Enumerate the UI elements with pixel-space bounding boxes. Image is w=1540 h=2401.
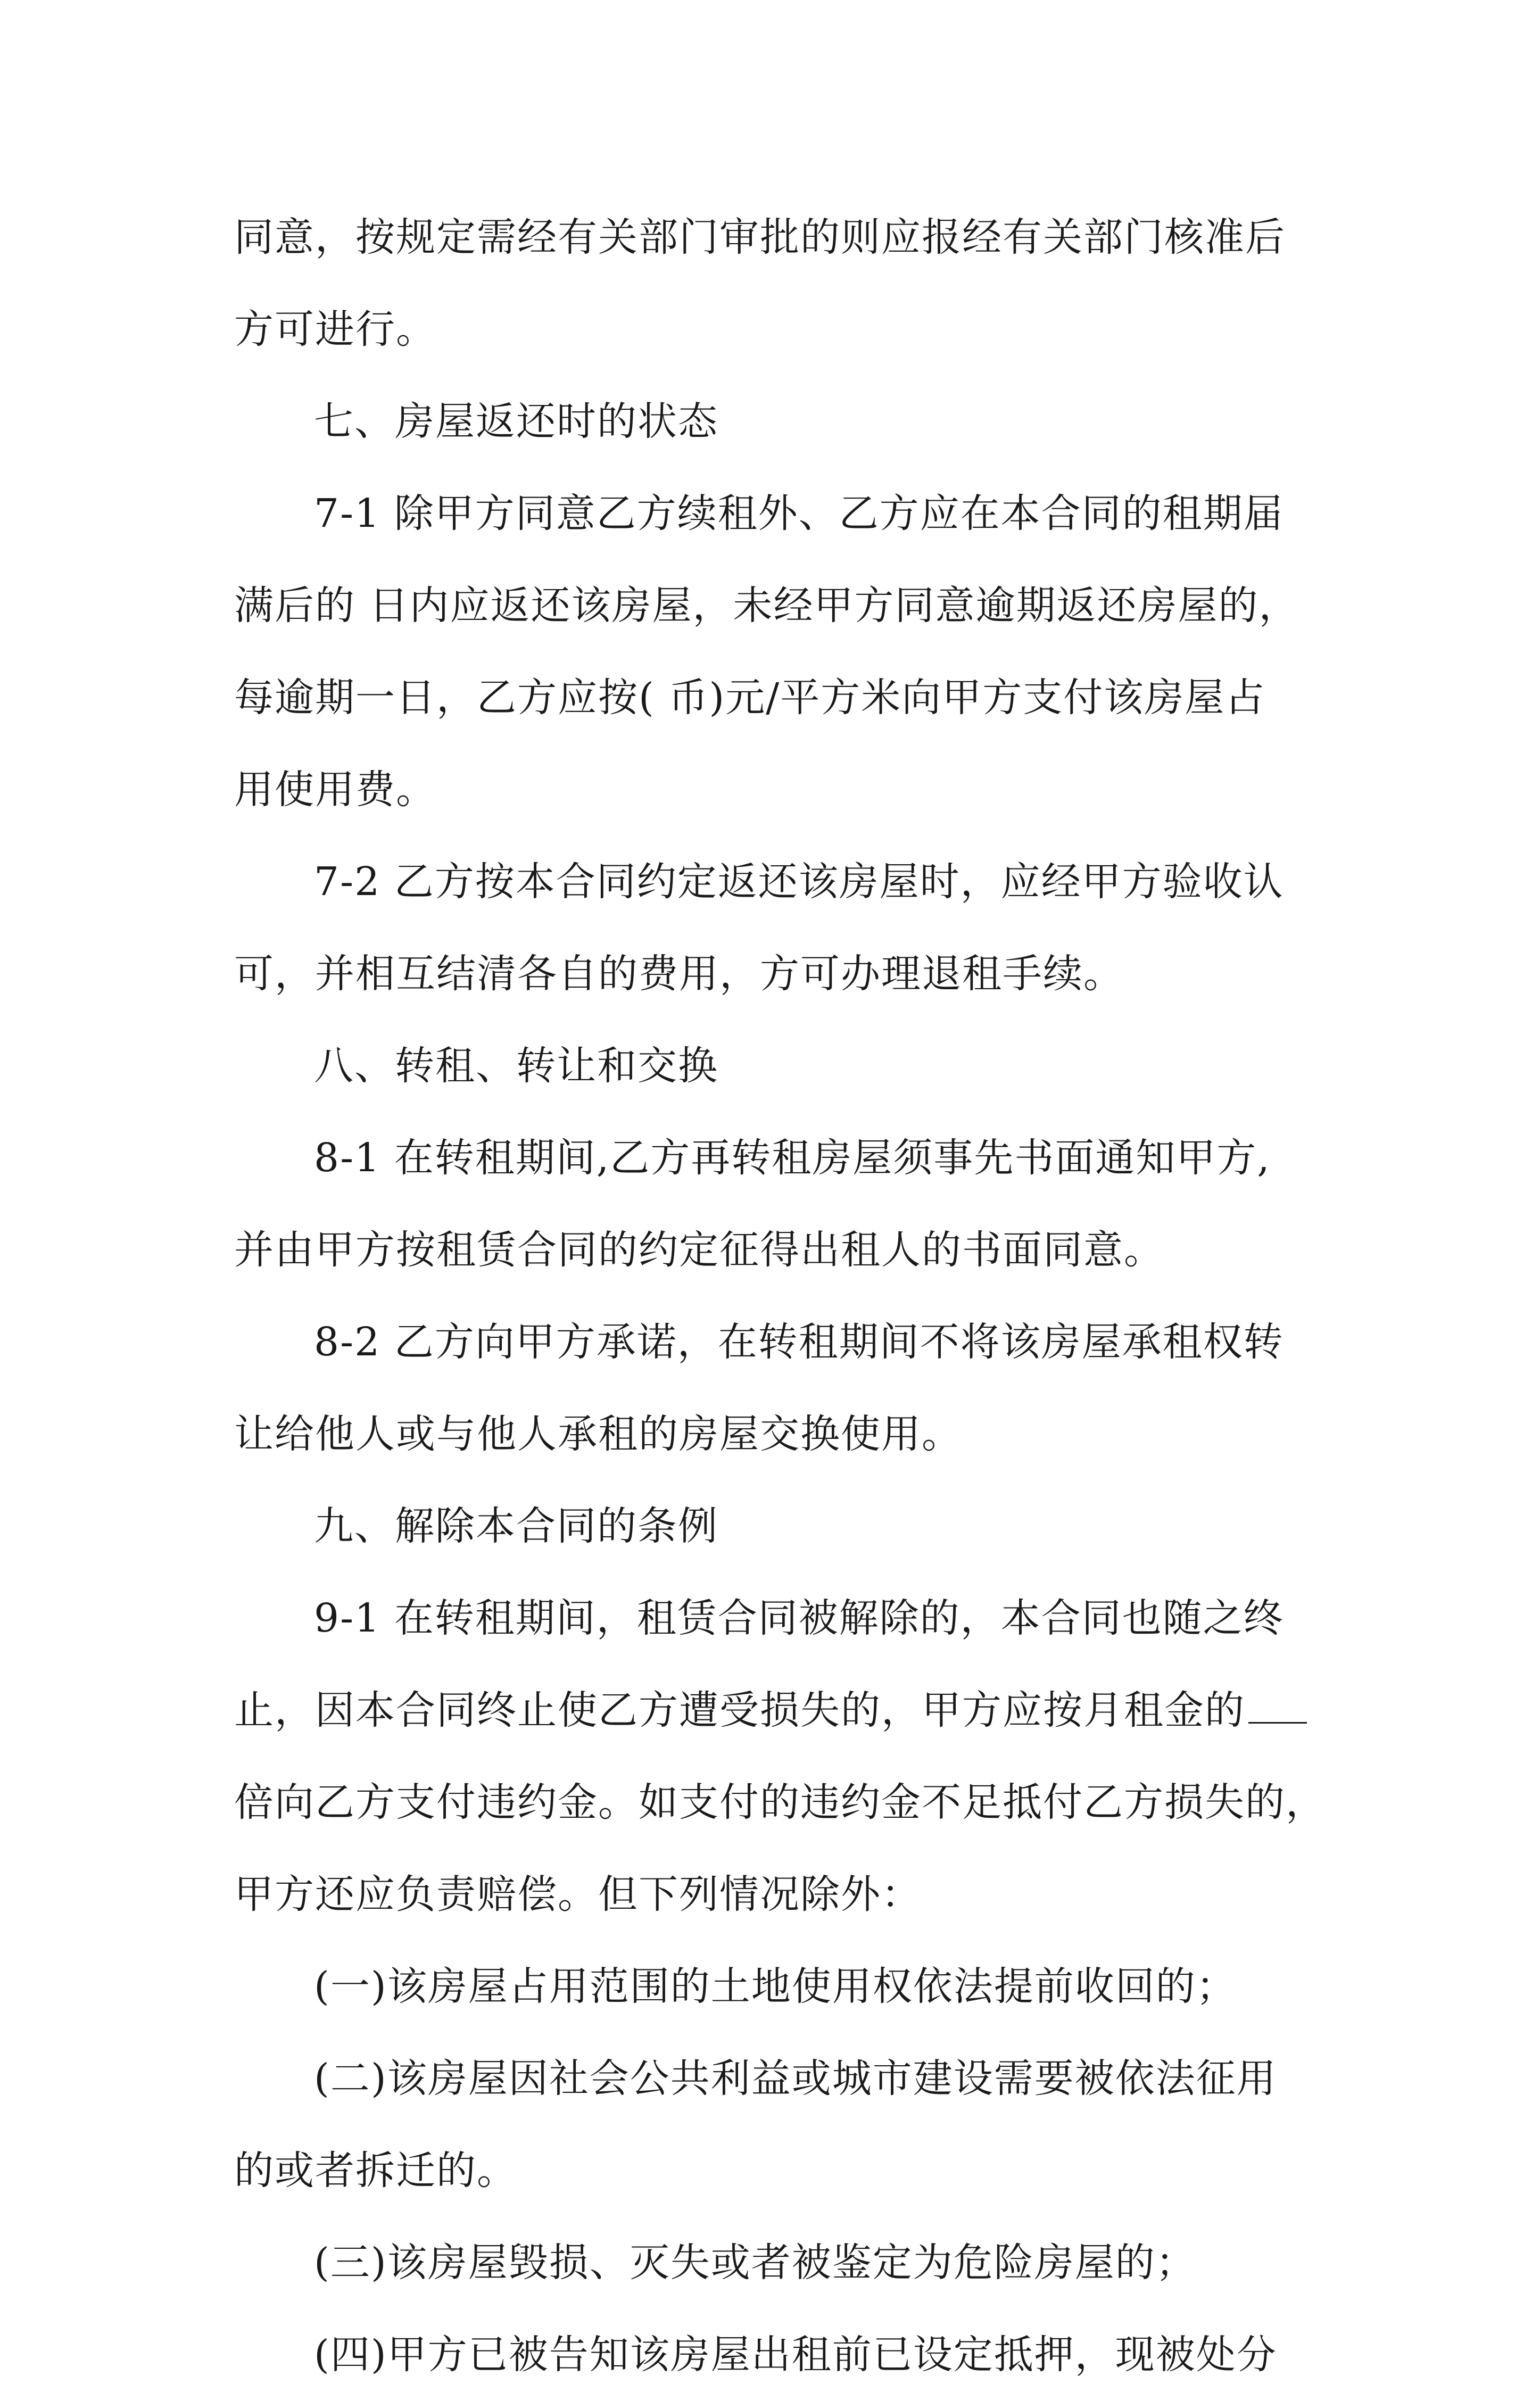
text-segment: 止，因本合同终止使乙方遭受损失的，甲方应按月租金的 (234, 1687, 1245, 1733)
clause-line: 8-2 乙方向甲方承诺，在转租期间不将该房屋承租权转 (314, 1319, 1284, 1365)
document-body (234, 192, 1326, 2401)
text-line: 倍向乙方支付违约金。如支付的违约金不足抵付乙方损失的， (234, 1779, 1326, 1825)
text-line-with-blank (234, 1665, 1314, 1757)
text-line: 方可进行。 (234, 307, 436, 352)
clause-line: 7-1 除甲方同意乙方续租外、乙方应在本合同的租期届 (314, 491, 1284, 536)
text-line: 让给他人或与他人承租的房屋交换使用。 (234, 1411, 962, 1457)
list-item-line: (三)该房屋毁损、灭失或者被鉴定为危险房屋的； (314, 2240, 1196, 2286)
list-item-line: (一)该房屋占用范围的土地使用权依法提前收回的； (314, 1964, 1237, 2009)
section-heading: 八、转租、转让和交换 (314, 1043, 718, 1089)
text-line: 满后的 日内应返还该房屋，未经甲方同意逾期返还房屋的， (234, 583, 1299, 628)
section-heading: 九、解除本合同的条例 (314, 1503, 718, 1549)
text-line: 每逾期一日，乙方应按( 币)元/平方米向甲方支付该房屋占 (234, 675, 1266, 721)
clause-line: 7-2 乙方按本合同约定返还该房屋时，应经甲方验收认 (314, 859, 1284, 905)
list-item-line: (四)甲方已被告知该房屋出租前已设定抵押，现被处分 (314, 2332, 1277, 2378)
clause-line: 8-1 在转租期间,乙方再转租房屋须事先书面通知甲方, (314, 1135, 1271, 1181)
fill-in-blank (1248, 1722, 1307, 1724)
clause-line: 9-1 在转租期间，租赁合同被解除的，本合同也随之终 (314, 1595, 1284, 1641)
text-line: 的或者拆迁的。 (234, 2148, 517, 2193)
text-line: 同意，按规定需经有关部门审批的则应报经有关部门核准后 (234, 214, 1286, 260)
section-heading: 七、房屋返还时的状态 (314, 399, 718, 444)
text-line: 用使用费。 (234, 767, 436, 813)
text-line: 可，并相互结清各自的费用，方可办理退租手续。 (234, 951, 1124, 997)
text-line: 并由甲方按租赁合同的约定征得出租人的书面同意。 (234, 1227, 1164, 1273)
text-line: 甲方还应负责赔偿。但下列情况除外： (234, 1872, 922, 1917)
list-item-line: (二)该房屋因社会公共利益或城市建设需要被依法征用 (314, 2056, 1277, 2101)
